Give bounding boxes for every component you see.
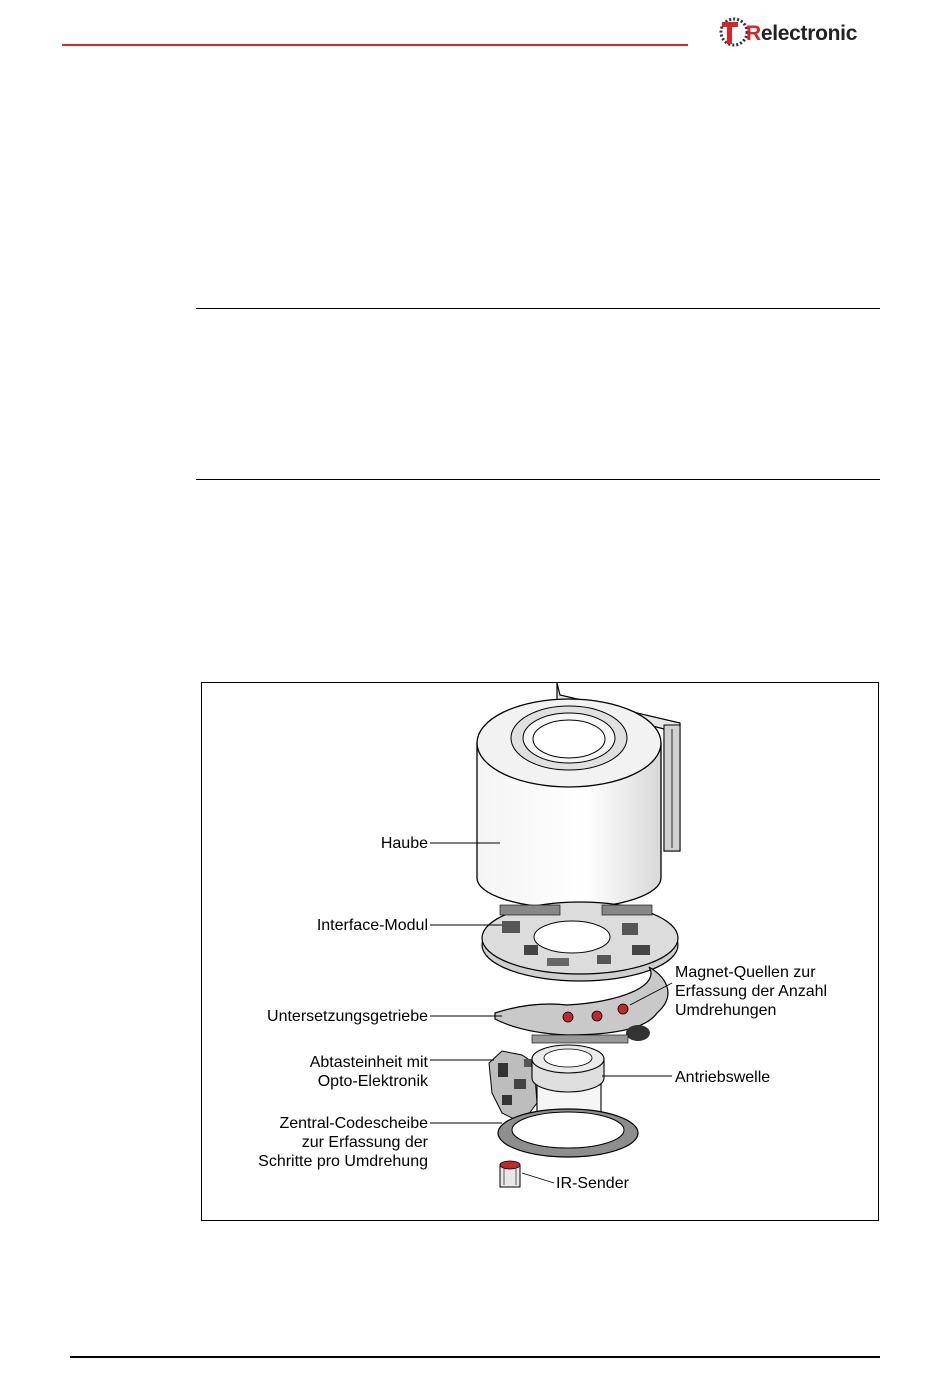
label-abtasteinheit — [242, 1053, 428, 1091]
label-untersetzungsgetriebe: Untersetzungsgetriebe — [267, 1008, 428, 1025]
company-logo — [716, 12, 876, 52]
codescheibe-disc — [498, 1109, 638, 1157]
exploded-view-figure — [201, 682, 879, 1221]
label-codescheibe-line3: Schritte pro Umdrehung — [258, 1153, 428, 1170]
label-codescheibe-line1: Zentral-Codescheibe — [279, 1115, 428, 1132]
label-codescheibe-line2: zur Erfassung der — [301, 1134, 428, 1151]
haube-cylinder — [477, 699, 661, 908]
header-rule — [62, 44, 688, 46]
abtasteinheit-board — [489, 1051, 537, 1123]
label-ir-sender: IR-Sender — [556, 1175, 629, 1192]
section-rule-bottom — [196, 479, 880, 480]
label-magnet-line2: Erfassung der Anzahl — [675, 983, 828, 1000]
ir-sender-part — [500, 1161, 520, 1187]
label-abtasteinheit-line1: Abtasteinheit mit — [309, 1054, 428, 1071]
label-magnet-line1: Magnet-Quellen zur — [675, 964, 816, 981]
label-codescheibe — [212, 1114, 428, 1171]
footer-rule — [70, 1356, 880, 1358]
interface-modul-board — [482, 902, 678, 981]
section-rule-top — [196, 308, 880, 309]
logo-letters-rest: electronic — [760, 22, 858, 45]
label-abtasteinheit-line2: Opto-Elektronik — [317, 1073, 428, 1090]
logo-wordmark — [746, 22, 857, 46]
logo-letter-r: R — [746, 22, 761, 45]
label-antriebswelle: Antriebswelle — [675, 1069, 771, 1086]
label-haube: Haube — [380, 835, 428, 852]
label-interface-modul: Interface-Modul — [316, 917, 428, 934]
label-magnet-quellen — [675, 963, 827, 1020]
label-magnet-line3: Umdrehungen — [675, 1002, 777, 1019]
